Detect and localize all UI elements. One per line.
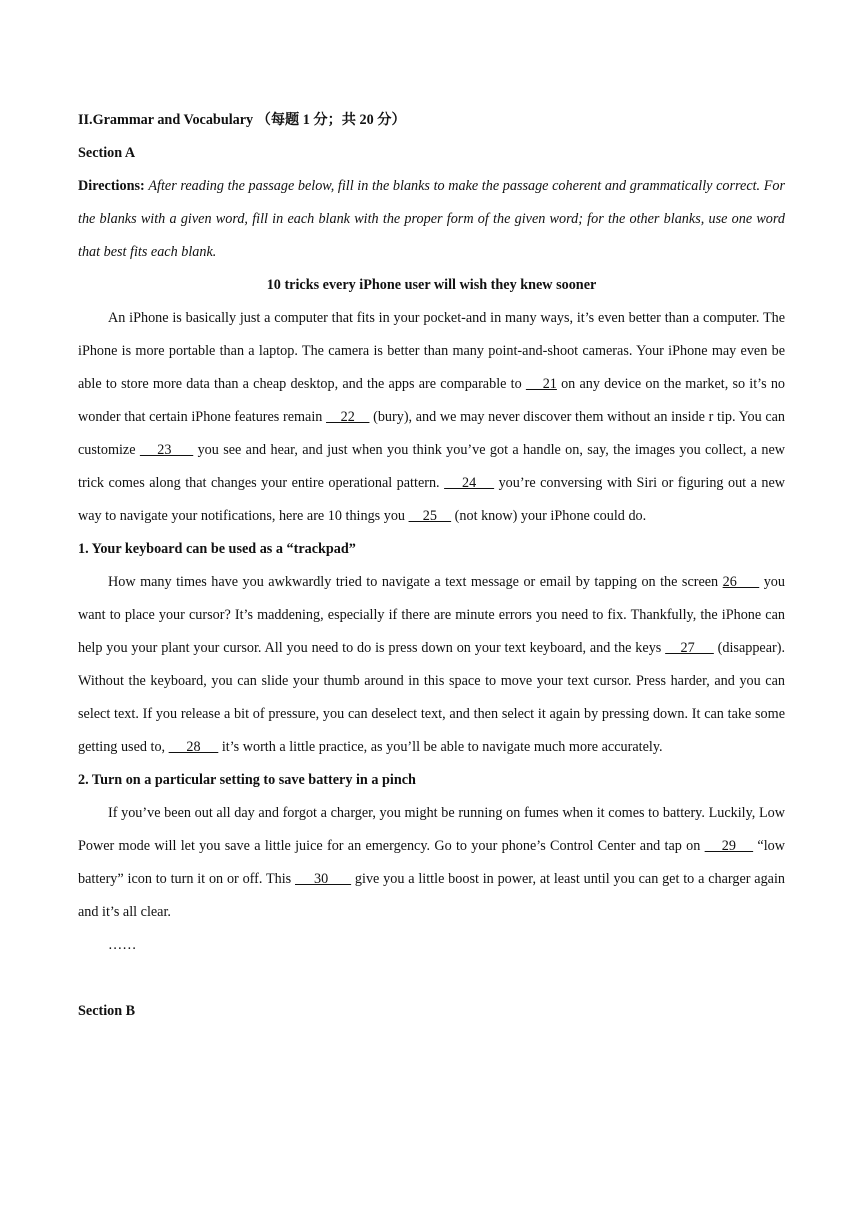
ellipsis: …… bbox=[108, 937, 137, 953]
text-run: you see and hear, and just when you think you’ve got a handle on, say, the images you collect, a new trick comes along that changes your entire operational pattern. bbox=[78, 442, 785, 491]
text-run: on any device on the market, so it’s no wonder that certain iPhone features remain bbox=[78, 376, 786, 425]
text-run: An iPhone is basically just a computer that fits in your pocket-and in many ways, it’s even better than a computer. The iPhone is more portable than a laptop. The camera is better than many point-and-shoot cameras. Your iPhone may even be able to store more data than a cheap desktop, and the apps are comparable to bbox=[78, 310, 785, 392]
text-run: (disappear). Without the keyboard, you can slide your thumb around in this space to move your text cursor. Press harder, and you can select text. If you release a bit of pressure, you can deselect text, and then select it again by pressing down. It can take some getting used to, bbox=[78, 640, 786, 755]
text-run: (bury), and we may never discover them without an inside r tip. You can customize bbox=[78, 409, 786, 458]
section-b-heading: Section B bbox=[78, 1003, 136, 1019]
paragraph-2 bbox=[78, 566, 785, 764]
blank-27: 27 bbox=[665, 640, 714, 656]
section-a-heading: Section A bbox=[78, 145, 136, 161]
blank-21: 21 bbox=[525, 376, 557, 392]
text-run: you want to place your cursor? It’s maddening, especially if there are minute errors you need to fix. Thankfully, the iPhone can help you your plant your cursor. All you need to do is press down on your text keyboard, and the keys bbox=[78, 574, 785, 656]
blank-26: 26 bbox=[722, 574, 760, 590]
paragraph-3 bbox=[78, 797, 785, 929]
text-run: give you a little boost in power, at least until you can get to a charger again and it’s all clear. bbox=[78, 871, 785, 920]
exam-page bbox=[78, 104, 785, 1028]
paragraph-1 bbox=[78, 302, 785, 533]
blank-23: 23 bbox=[139, 442, 194, 458]
text-run: (not know) your iPhone could do. bbox=[451, 508, 647, 524]
directions-text: After reading the passage below, fill in the blanks to make the passage coherent and grammatically correct. For the blanks with a given word, fill in each blank with the proper form of the given word; for the other blanks, use one word that best fits each blank. bbox=[78, 178, 786, 260]
text-run: you’re conversing with Siri or figuring out a new way to navigate your notifications, here are 10 things you bbox=[78, 475, 785, 524]
part-header: II.Grammar and Vocabulary （每题 1 分；共 20 分） bbox=[78, 112, 406, 128]
text-run: it’s worth a little practice, as you’ll be able to navigate much more accurately. bbox=[218, 739, 663, 755]
directions bbox=[78, 170, 785, 269]
text-run: “low battery” icon to turn it on or off. This bbox=[78, 838, 785, 887]
blank-28: 28 bbox=[168, 739, 219, 755]
blank-22: 22 bbox=[326, 409, 370, 425]
subheading-2: 2. Turn on a particular setting to save battery in a pinch bbox=[78, 772, 416, 788]
text-run: If you’ve been out all day and forgot a charger, you might be running on fumes when it comes to battery. Luckily, Low Power mode will let you save a little juice for an emergency. Go to your phone’s Control Center and tap on bbox=[78, 805, 785, 854]
blank-30: 30 bbox=[295, 871, 352, 887]
subheading-1: 1. Your keyboard can be used as a “trackpad” bbox=[78, 541, 356, 557]
text-run: How many times have you awkwardly tried to navigate a text message or email by tapping on the screen bbox=[108, 574, 723, 590]
blank-29: 29 bbox=[704, 838, 754, 854]
blank-25: 25 bbox=[408, 508, 452, 524]
directions-label: Directions: bbox=[78, 178, 145, 194]
blank-24: 24 bbox=[444, 475, 495, 491]
passage-title: 10 tricks every iPhone user will wish they knew sooner bbox=[266, 277, 597, 293]
